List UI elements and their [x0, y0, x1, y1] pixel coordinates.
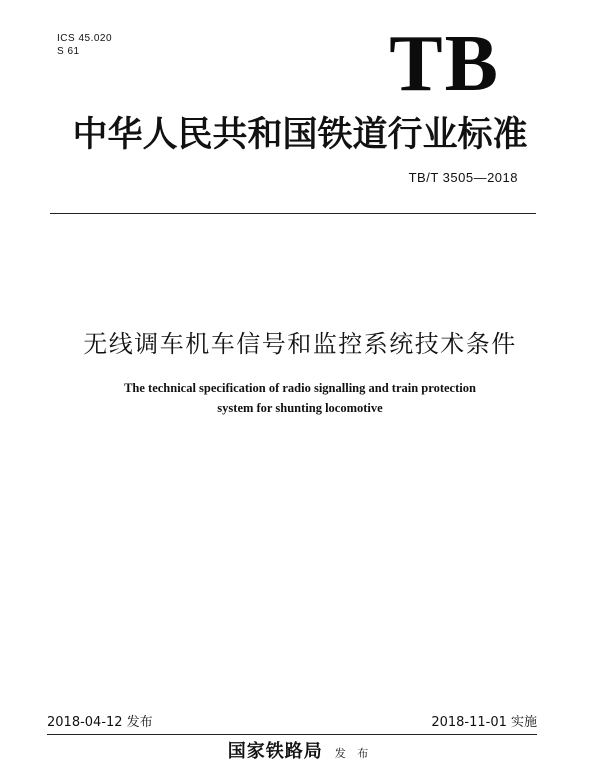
tb-logo: TB [389, 20, 500, 108]
document-title-zh: 无线调车机车信号和监控系统技术条件 [83, 330, 517, 358]
issue-date: 2018-04-12 发布 [47, 715, 153, 730]
standard-number: TB/T 3505—2018 [408, 170, 518, 185]
document-title-en-line1: The technical specification of radio signalling and train protection [124, 381, 476, 395]
header-divider [50, 213, 536, 214]
publisher-name: 国家铁路局 [227, 741, 323, 762]
ics-code: ICS 45.020 [57, 33, 113, 44]
document-title-en-line2: system for shunting locomotive [217, 401, 383, 415]
document-title-en [60, 378, 540, 418]
standard-title: 中华人民共和国铁道行业标准 [72, 114, 528, 155]
footer-divider [47, 734, 537, 735]
publisher-line [0, 740, 600, 766]
publisher-action: 发 布 [334, 747, 373, 760]
implementation-date: 2018-11-01 实施 [431, 715, 537, 730]
ccs-code: S 61 [57, 46, 80, 57]
